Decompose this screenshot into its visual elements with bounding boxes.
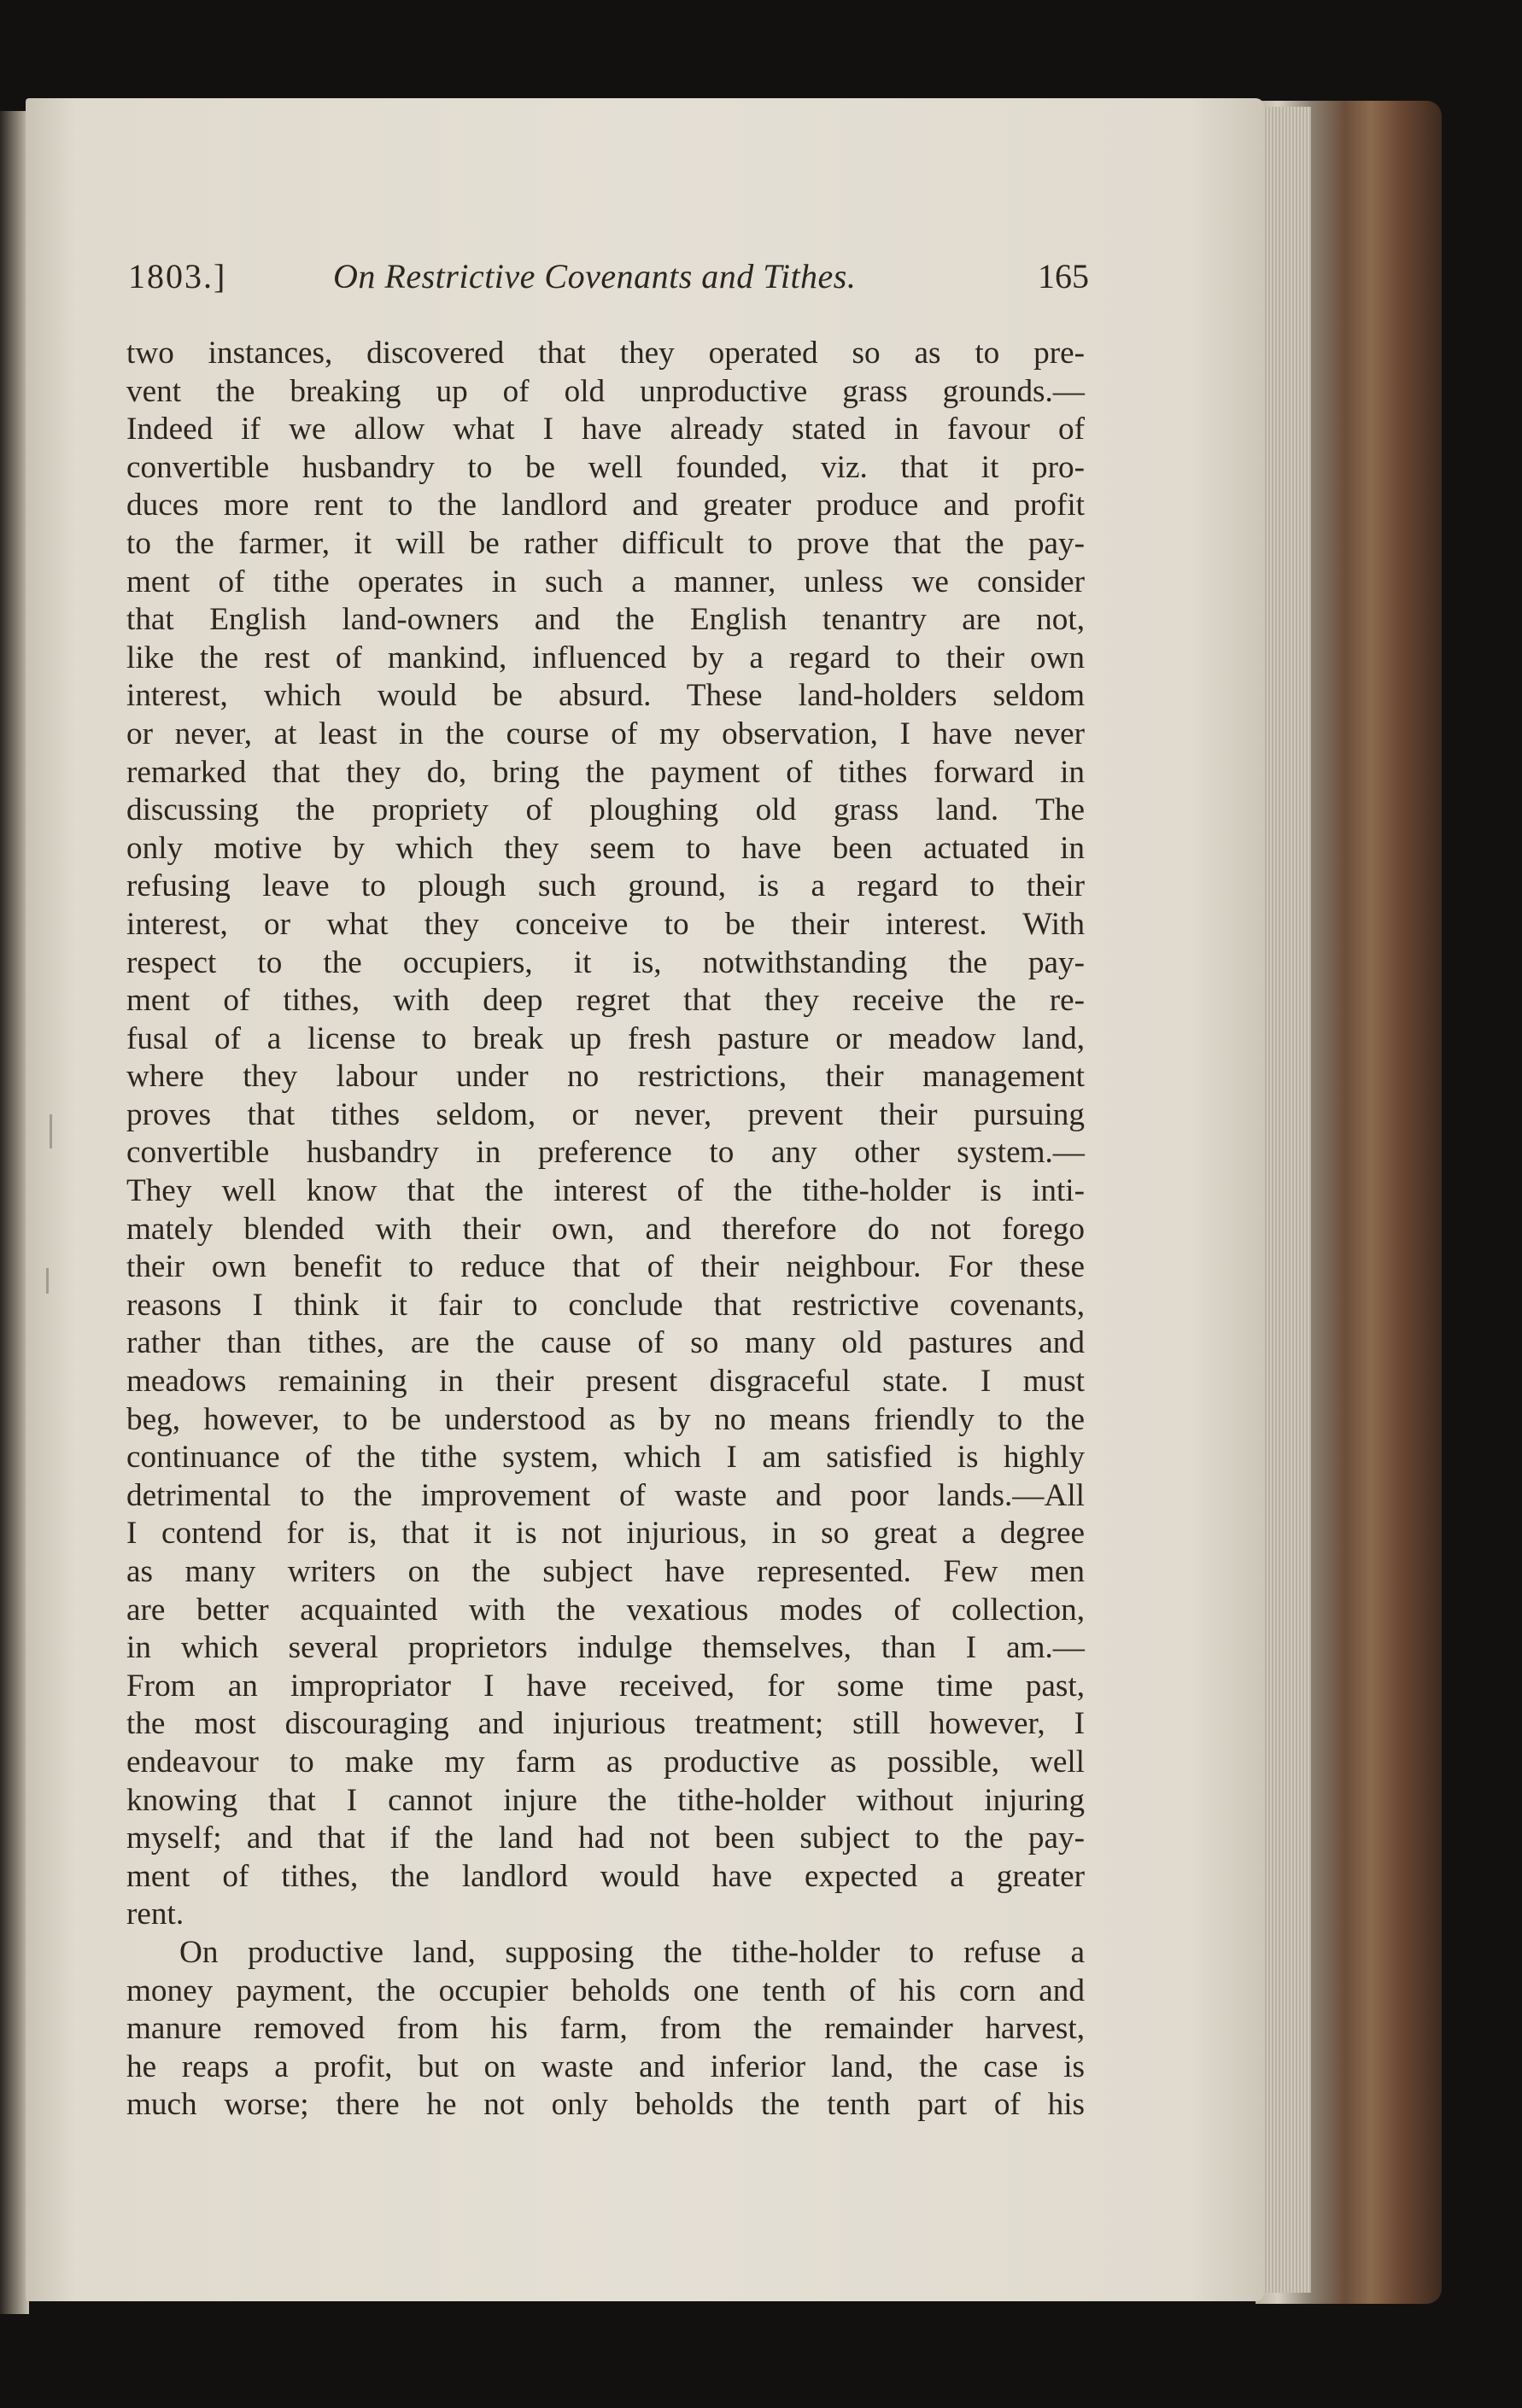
text-line: their own benefit to reduce that of their neighbour. For these bbox=[126, 1249, 1085, 1285]
margin-pencil-mark bbox=[50, 1114, 52, 1148]
text-line: as many writers on the subject have represented. Few men bbox=[126, 1554, 1085, 1589]
text-line: respect to the occupiers, it is, notwithstanding the pay- bbox=[126, 944, 1085, 980]
text-line: the most discouraging and injurious treatment; still however, I bbox=[126, 1706, 1085, 1742]
text-line: rent. bbox=[126, 1897, 184, 1932]
text-line: he reaps a profit, but on waste and inferior land, the case is bbox=[126, 2049, 1085, 2084]
page-number: 165 bbox=[1038, 257, 1089, 295]
text-line: From an impropriator I have received, for some time past, bbox=[126, 1668, 1085, 1704]
running-title: On Restrictive Covenants and Tithes. bbox=[333, 257, 857, 295]
text-line: two instances, discovered that they operated so as to pre- bbox=[126, 336, 1085, 371]
text-line: They well know that the interest of the tithe-holder is inti- bbox=[126, 1173, 1085, 1209]
text-line: in which several proprietors indulge themselves, than I am.— bbox=[126, 1630, 1085, 1666]
margin-pencil-mark bbox=[46, 1268, 49, 1294]
text-line: are better acquainted with the vexatious modes of collection, bbox=[126, 1592, 1085, 1628]
text-line: refusing leave to plough such ground, is a regard to their bbox=[126, 868, 1085, 904]
text-line: or never, at least in the course of my observation, I have never bbox=[126, 716, 1085, 751]
text-line: proves that tithes seldom, or never, prevent their pursuing bbox=[126, 1096, 1085, 1132]
text-line: ment of tithes, the landlord would have expected a greater bbox=[126, 1858, 1085, 1894]
body-text bbox=[126, 335, 1085, 2125]
text-line: that English land-owners and the English tenantry are not, bbox=[126, 602, 1085, 638]
text-line: like the rest of mankind, influenced by a regard to their own bbox=[126, 640, 1085, 675]
left-page-edge bbox=[0, 111, 29, 2314]
text-line: ment of tithes, with deep regret that they receive the re- bbox=[126, 983, 1085, 1019]
text-line: interest, or what they conceive to be their interest. With bbox=[126, 906, 1085, 942]
text-line: discussing the propriety of ploughing old grass land. The bbox=[126, 792, 1085, 828]
text-line: knowing that I cannot injure the tithe-holder without injuring bbox=[126, 1782, 1085, 1818]
text-line: beg, however, to be understood as by no means friendly to the bbox=[126, 1401, 1085, 1437]
running-header bbox=[128, 256, 1089, 316]
text-line: myself; and that if the land had not been subject to the pay- bbox=[126, 1821, 1085, 1856]
text-line: mately blended with their own, and therefore do not forego bbox=[126, 1211, 1085, 1247]
text-line: manure removed from his farm, from the remainder harvest, bbox=[126, 2011, 1085, 2047]
text-line: meadows remaining in their present disgraceful state. I must bbox=[126, 1364, 1085, 1400]
text-line: money payment, the occupier beholds one tenth of his corn and bbox=[126, 1973, 1085, 2008]
text-line: reasons I think it fair to conclude that restrictive covenants, bbox=[126, 1287, 1085, 1323]
text-line: to the farmer, it will be rather difficult to prove that the pay- bbox=[126, 525, 1085, 561]
text-line: continuance of the tithe system, which I am satisfied is highly bbox=[126, 1440, 1085, 1476]
text-line: remarked that they do, bring the payment of tithes forward in bbox=[126, 754, 1085, 790]
text-line: convertible husbandry in preference to any other system.— bbox=[126, 1135, 1085, 1171]
text-line: interest, which would be absurd. These land-holders seldom bbox=[126, 678, 1085, 714]
text-line: I contend for is, that it is not injurious, in so great a degree bbox=[126, 1516, 1085, 1552]
text-line: convertible husbandry to be well founded, viz. that it pro- bbox=[126, 449, 1085, 485]
paragraph-start-line: On productive land, supposing the tithe-holder to refuse a bbox=[179, 1934, 1085, 1970]
text-line: Indeed if we allow what I have already stated in favour of bbox=[126, 412, 1085, 447]
text-line: ment of tithe operates in such a manner, unless we consider bbox=[126, 564, 1085, 599]
text-line: only motive by which they seem to have been actuated in bbox=[126, 830, 1085, 866]
page-stack-edge bbox=[1260, 107, 1311, 2293]
text-line: detrimental to the improvement of waste and poor lands.—All bbox=[126, 1477, 1085, 1513]
header-year: 1803.] bbox=[128, 257, 227, 295]
text-line: rather than tithes, are the cause of so many old pastures and bbox=[126, 1325, 1085, 1361]
text-line: much worse; there he not only beholds the tenth part of his bbox=[126, 2087, 1085, 2123]
text-line: endeavour to make my farm as productive as possible, well bbox=[126, 1744, 1085, 1780]
text-line: fusal of a license to break up fresh pasture or meadow land, bbox=[126, 1020, 1085, 1056]
text-line: where they labour under no restrictions, their management bbox=[126, 1059, 1085, 1095]
text-line: duces more rent to the landlord and greater produce and profit bbox=[126, 488, 1085, 523]
text-line: vent the breaking up of old unproductive grass grounds.— bbox=[126, 373, 1085, 409]
